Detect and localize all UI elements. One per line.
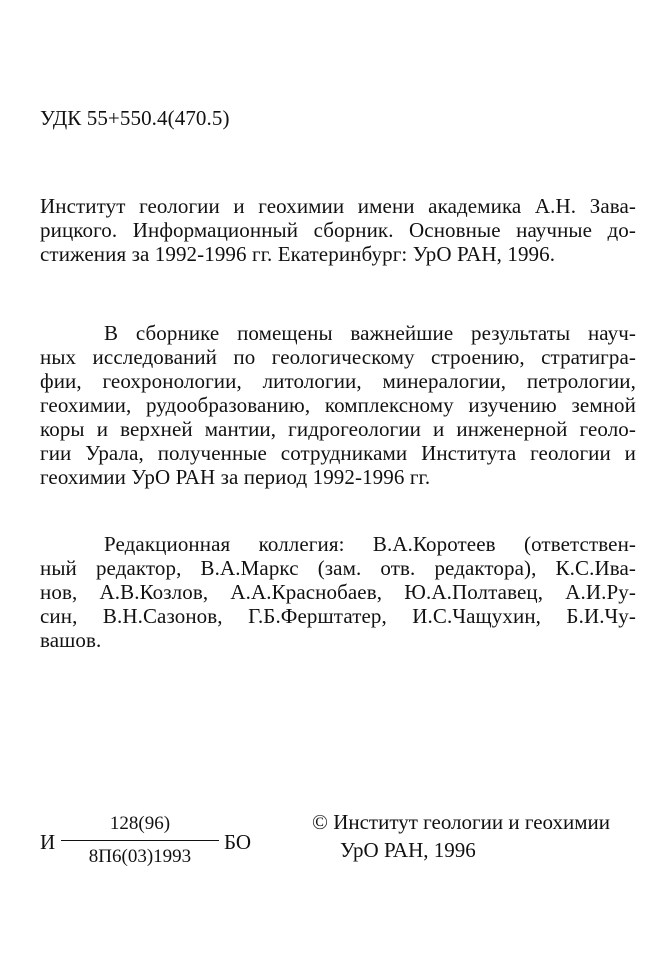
editorial-line: Редакционная коллегия: В.А.Коротеев (ответствен- (104, 532, 636, 556)
abstract-line: геохимии, рудообразованию, комплексному изучению земной (40, 393, 636, 417)
abstract-paragraph (40, 321, 636, 489)
editorial-line: син, В.Н.Сазонов, Г.Б.Ферштатер, И.С.Чащухин, Б.И.Чу- (40, 604, 636, 628)
abstract-line: В сборнике помещены важнейшие результаты науч- (104, 321, 636, 345)
copyright-line: © Институт геологии и геохимии (312, 810, 610, 834)
abstract-line: геохимии УрО РАН за период 1992-1996 гг. (40, 465, 431, 489)
udk-code: УДК 55+550.4(470.5) (40, 106, 230, 130)
copyright-line: УрО РАН, 1996 (340, 838, 476, 862)
copyright-notice (312, 808, 610, 864)
publication-code-suffix: БО (224, 830, 252, 854)
publication-code-prefix: И (40, 830, 56, 854)
editorial-line: нов, А.В.Козлов, А.А.Краснобаев, Ю.А.Полтавец, А.И.Ру- (40, 580, 636, 604)
abstract-line: ных исследований по геологическому строению, стратигра- (40, 345, 636, 369)
abstract-line: гии Урала, полученные сотрудниками Института геологии и (40, 441, 636, 465)
editorial-board-paragraph (40, 532, 636, 652)
publication-code-denominator: 8П6(03)1993 (88, 846, 192, 867)
publication-code-numerator: 128(96) (109, 813, 171, 834)
fraction-bar (61, 840, 219, 841)
editorial-line: вашов. (40, 628, 102, 652)
abstract-line: коры и верхней мантии, гидрогеологии и инженерной геоло- (40, 417, 636, 441)
abstract-line: фии, геохронологии, литологии, минералогии, петрологии, (40, 369, 636, 393)
citation-line: Институт геологии и геохимии имени академика А.Н. Зава- (40, 194, 636, 218)
publication-code-fraction (61, 812, 219, 869)
citation-line: рицкого. Информационный сборник. Основные научные до- (40, 218, 636, 242)
editorial-line: ный редактор, В.А.Маркс (зам. отв. редактора), К.С.Ива- (40, 556, 636, 580)
publication-code (40, 812, 252, 872)
citation-paragraph (40, 194, 636, 266)
citation-line: стижения за 1992-1996 гг. Екатеринбург: УрО РАН, 1996. (40, 242, 556, 266)
